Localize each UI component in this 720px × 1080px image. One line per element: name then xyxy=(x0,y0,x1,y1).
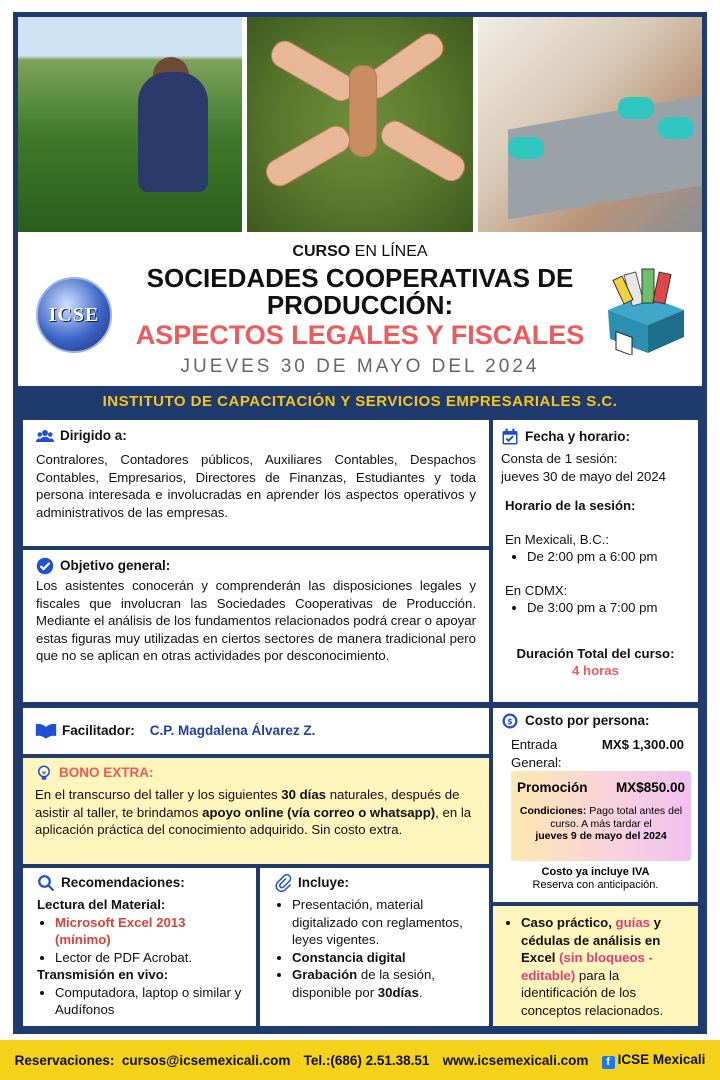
promo-price: MX$850.00 xyxy=(615,780,685,795)
entrada-price: MX$ 1,300.00 xyxy=(601,737,684,752)
promo-box xyxy=(511,771,691,861)
incluye-heading: Incluye: xyxy=(274,874,475,892)
footer-reservaciones: Reservaciones: cursos@icsemexicali.com xyxy=(14,1052,291,1068)
footer-website[interactable]: www.icsemexicali.com xyxy=(442,1052,589,1068)
rec-computer: • Computadora, laptop o similar y Audífonos xyxy=(55,984,242,1019)
costo-heading: $ Costo por persona: xyxy=(501,712,690,730)
svg-text:$: $ xyxy=(507,717,513,726)
iva-note: Costo ya incluye IVA Reserva con anticipación. xyxy=(532,866,659,891)
lectura-label: Lectura del Material: xyxy=(37,897,166,912)
course-date: JUEVES 30 DE MAYO DEL 2024 xyxy=(180,356,540,377)
objetivo-card xyxy=(23,550,489,702)
caso-practico: • Caso práctico, guías y cédulas de análisis en Excel (sin bloqueos - editable) para la identificación de los conceptos relacionados. xyxy=(521,914,688,1019)
dirigido-heading: Dirigido a: xyxy=(36,427,476,445)
footer-phone[interactable]: Tel.:(686) 2.51.38.51 xyxy=(303,1052,430,1068)
dirigido-body: Contralores, Contadores públicos, Auxiliares Contables, Despachos Contables, Empresarios, Directores de Finanzas, Estudiantes y toda persona interesada e involucradas en aprender los aspectos operativos y administrativos de las empresas. xyxy=(36,452,476,520)
city-cdmx: En CDMX: xyxy=(505,582,568,598)
facebook-icon: f xyxy=(602,1056,615,1069)
duracion-label: Duración Total del curso: xyxy=(516,645,675,661)
footer-bar xyxy=(0,1040,720,1080)
bono-card xyxy=(23,758,489,864)
rec-pdf: • Lector de PDF Acrobat. xyxy=(55,949,242,967)
incluye-presentacion: • Presentación, material digitalizado con reglamentos, leyes vigentes. xyxy=(292,896,475,949)
promo-row: Promoción MX$850.00 xyxy=(517,780,685,795)
caso-card xyxy=(493,906,698,1026)
bono-body: En el transcurso del taller y los siguientes 30 días naturales, después de asistir al taller, te brindamos apoyo online (vía correo o whatsapp), en la aplicación práctica del conocimiento adquirido. Sin costo extra. xyxy=(35,787,472,837)
facilitador-row: Facilitador: C.P. Magdalena Álvarez Z. xyxy=(35,722,315,740)
objetivo-heading: Objetivo general: xyxy=(36,557,476,575)
coins-icon xyxy=(501,712,519,730)
calendar-check-icon xyxy=(501,428,519,446)
recomendaciones-heading: Recomendaciones: xyxy=(37,874,242,892)
horario-heading: Horario de la sesión: xyxy=(505,498,636,513)
search-icon xyxy=(37,874,55,892)
facilitador-card xyxy=(23,708,489,754)
footer-email[interactable]: cursos@icsemexicali.com xyxy=(121,1052,291,1068)
course-subtitle: ASPECTOS LEGALES Y FISCALES xyxy=(135,320,585,350)
city-mexicali: En Mexicali, B.C.: xyxy=(505,531,610,547)
open-book-icon xyxy=(35,722,57,740)
objetivo-body: Los asistentes conocerán y comprenderán las disposiciones legales y fiscales que involucran las Sociedades Cooperativas de Producción. Mediante el análisis de los fundamentos relacionados podrá crear o apoyar estas figuras muy utilizadas en ciertos sectores de manera tradicional pero que no se aplican en otras actividades por desconocimiento. xyxy=(36,578,476,663)
lightbulb-icon xyxy=(35,764,53,782)
transmision-label: Transmisión en vivo: xyxy=(37,967,169,982)
fecha-card xyxy=(493,420,698,702)
users-icon xyxy=(36,427,54,445)
incluye-card xyxy=(260,868,489,1026)
entrada-row: Entrada General: MX$ 1,300.00 xyxy=(511,737,684,770)
icse-logo: ICSE xyxy=(36,277,112,353)
fecha-line1: Consta de 1 sesión: xyxy=(501,451,618,466)
conditions: Condiciones: Pago total antes del curso. A más tardar el jueves 9 de mayo del 2024 xyxy=(519,805,683,842)
institute-banner: INSTITUTO DE CAPACITACIÓN Y SERVICIOS EMPRESARIALES S.C. xyxy=(18,386,702,418)
course-title: SOCIEDADES COOPERATIVAS DE PRODUCCIÓN: xyxy=(146,263,574,320)
incluye-grabacion: • Grabación de la sesión, disponible por 30días. xyxy=(292,966,475,1001)
recomendaciones-card xyxy=(23,868,256,1026)
fecha-heading: Fecha y horario: xyxy=(501,428,690,446)
check-circle-icon xyxy=(36,557,54,575)
time-cdmx: • De 3:00 pm a 7:00 pm xyxy=(527,599,690,617)
fecha-line2: jueves 30 de mayo del 2024 xyxy=(501,468,666,484)
time-mexicali: • De 2:00 pm a 6:00 pm xyxy=(527,548,690,566)
footer-facebook[interactable]: f ICSE Mexicali xyxy=(602,1052,706,1069)
facilitador-name: C.P. Magdalena Álvarez Z. xyxy=(149,723,316,739)
incluye-constancia: • Constancia digital xyxy=(292,949,475,967)
dirigido-card xyxy=(23,420,489,546)
rec-excel: • Microsoft Excel 2013 (mínimo) xyxy=(55,914,242,949)
bono-heading: BONO EXTRA: xyxy=(35,764,477,782)
duracion-value: 4 horas xyxy=(572,663,619,678)
course-type: CURSO EN LÍNEA xyxy=(292,243,428,260)
paperclip-icon xyxy=(274,874,292,892)
